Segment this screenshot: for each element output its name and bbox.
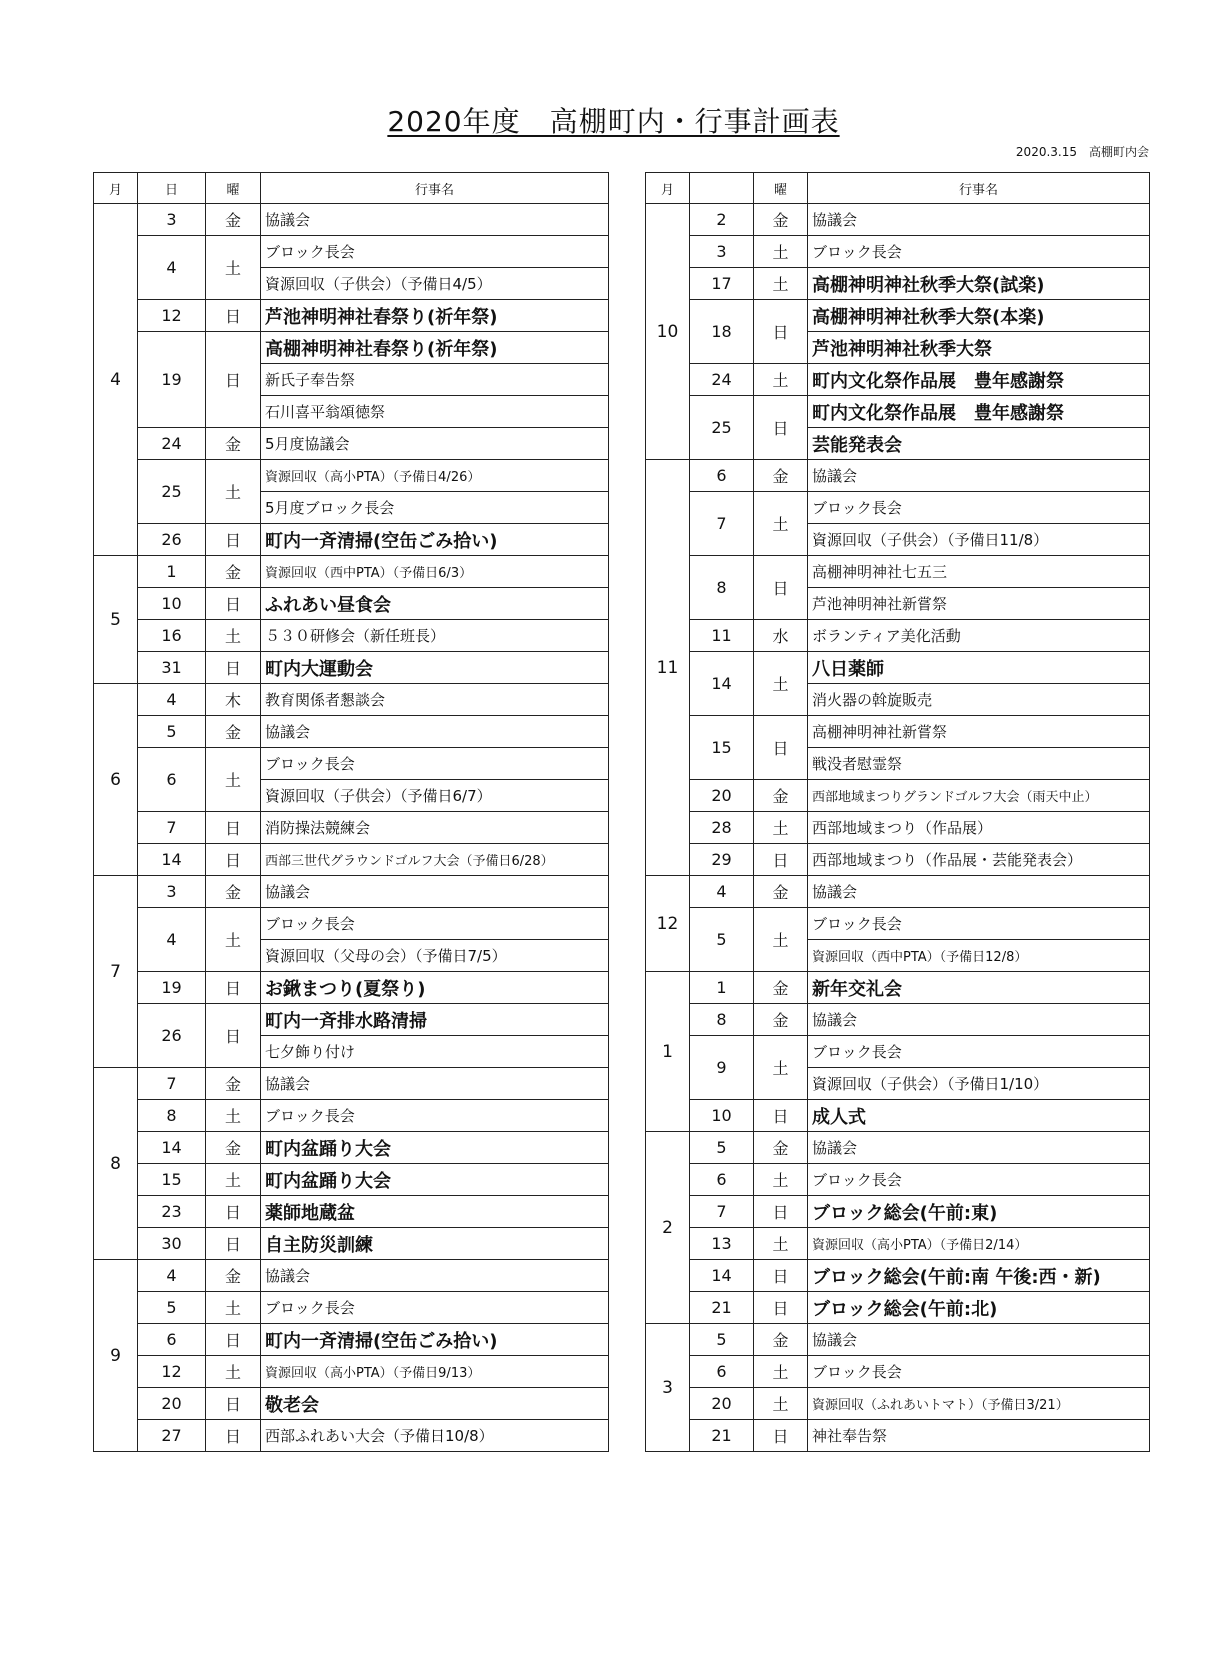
event-name: ふれあい昼食会 (261, 588, 609, 620)
event-row (646, 396, 1150, 428)
month-cell: 5 (94, 556, 138, 684)
event-name: 高棚神明神社春祭り(祈年祭) (261, 332, 609, 364)
weekday-cell: 金 (206, 204, 261, 236)
weekday-cell: 土 (754, 1036, 808, 1100)
event-row (646, 1228, 1150, 1260)
weekday-cell: 土 (754, 652, 808, 716)
event-row (94, 460, 609, 492)
day-cell: 16 (138, 620, 206, 652)
weekday-cell: 日 (206, 1228, 261, 1260)
day-cell: 9 (690, 1036, 754, 1100)
weekday-cell: 土 (206, 1356, 261, 1388)
event-row (94, 684, 609, 716)
day-cell: 7 (138, 812, 206, 844)
day-cell: 3 (690, 236, 754, 268)
day-cell: 5 (690, 1132, 754, 1164)
day-cell: 14 (690, 1260, 754, 1292)
event-name: 芦池神明神社春祭り(祈年祭) (261, 300, 609, 332)
event-name: 5月度ブロック長会 (261, 492, 609, 524)
event-name: ブロック長会 (808, 1164, 1150, 1196)
day-cell: 11 (690, 620, 754, 652)
weekday-cell: 日 (754, 1100, 808, 1132)
event-row (94, 1388, 609, 1420)
event-name: 資源回収（子供会）（予備日6/7） (261, 780, 609, 812)
day-cell: 12 (138, 300, 206, 332)
weekday-cell: 土 (754, 268, 808, 300)
event-row (94, 428, 609, 460)
day-cell: 13 (690, 1228, 754, 1260)
weekday-cell: 土 (206, 748, 261, 812)
weekday-cell: 土 (754, 812, 808, 844)
event-name: 資源回収（高小PTA）（予備日4/26） (261, 460, 609, 492)
weekday-cell: 日 (754, 1196, 808, 1228)
day-cell: 21 (690, 1292, 754, 1324)
day-cell: 1 (690, 972, 754, 1004)
day-cell: 10 (690, 1100, 754, 1132)
event-name: 神社奉告祭 (808, 1420, 1150, 1452)
day-cell: 4 (138, 684, 206, 716)
event-name: 戦没者慰霊祭 (808, 748, 1150, 780)
event-row (94, 1068, 609, 1100)
day-cell: 26 (138, 524, 206, 556)
event-row (94, 1100, 609, 1132)
weekday-cell: 土 (206, 1292, 261, 1324)
weekday-cell: 日 (754, 300, 808, 364)
event-name: 芦池神明神社新嘗祭 (808, 588, 1150, 620)
weekday-cell: 日 (754, 716, 808, 780)
header-weekday: 曜 (754, 173, 808, 204)
event-name: 協議会 (808, 204, 1150, 236)
event-name: 資源回収（子供会）（予備日4/5） (261, 268, 609, 300)
weekday-cell: 金 (754, 204, 808, 236)
weekday-cell: 金 (206, 428, 261, 460)
event-name: 西部三世代グラウンドゴルフ大会（予備日6/28） (261, 844, 609, 876)
weekday-cell: 土 (754, 492, 808, 556)
weekday-cell: 土 (754, 364, 808, 396)
event-name: 町内一斉清掃(空缶ごみ拾い) (261, 524, 609, 556)
weekday-cell: 日 (754, 844, 808, 876)
event-name: 資源回収（父母の会）（予備日7/5） (261, 940, 609, 972)
day-cell: 20 (690, 780, 754, 812)
event-row (94, 1196, 609, 1228)
event-name: 西部地域まつり（作品展） (808, 812, 1150, 844)
event-name: 西部地域まつりグランドゴルフ大会（雨天中止） (808, 780, 1150, 812)
event-row (94, 1228, 609, 1260)
event-name: 町内盆踊り大会 (261, 1164, 609, 1196)
event-name: 成人式 (808, 1100, 1150, 1132)
day-cell: 10 (138, 588, 206, 620)
weekday-cell: 土 (206, 908, 261, 972)
event-row (94, 1164, 609, 1196)
weekday-cell: 土 (206, 1100, 261, 1132)
event-name: ブロック長会 (261, 1100, 609, 1132)
day-cell: 8 (690, 1004, 754, 1036)
day-cell: 20 (138, 1388, 206, 1420)
event-name: 町内一斉排水路清掃 (261, 1004, 609, 1036)
event-row (646, 972, 1150, 1004)
event-name: 自主防災訓練 (261, 1228, 609, 1260)
event-name: 高棚神明神社新嘗祭 (808, 716, 1150, 748)
day-cell: 7 (138, 1068, 206, 1100)
event-row (646, 1004, 1150, 1036)
event-row (94, 1004, 609, 1036)
event-row (94, 556, 609, 588)
event-name: ブロック総会(午前:北) (808, 1292, 1150, 1324)
weekday-cell: 日 (206, 1196, 261, 1228)
weekday-cell: 日 (206, 1324, 261, 1356)
schedule-table-right (645, 172, 1150, 1452)
day-cell: 25 (138, 460, 206, 524)
event-row (646, 620, 1150, 652)
event-row (646, 236, 1150, 268)
month-cell: 7 (94, 876, 138, 1068)
event-row (646, 780, 1150, 812)
event-row (646, 1388, 1150, 1420)
weekday-cell: 木 (206, 684, 261, 716)
day-cell: 15 (138, 1164, 206, 1196)
event-row (94, 524, 609, 556)
month-cell: 3 (646, 1324, 690, 1452)
weekday-cell: 土 (754, 908, 808, 972)
weekday-cell: 日 (754, 1260, 808, 1292)
month-cell: 1 (646, 972, 690, 1132)
event-row (646, 908, 1150, 940)
day-cell: 27 (138, 1420, 206, 1452)
header-month: 月 (646, 173, 690, 204)
day-cell: 14 (690, 652, 754, 716)
header-event: 行事名 (261, 173, 609, 204)
day-cell: 5 (690, 908, 754, 972)
weekday-cell: 日 (206, 652, 261, 684)
event-row (94, 300, 609, 332)
event-name: 協議会 (261, 1260, 609, 1292)
weekday-cell: 土 (206, 1164, 261, 1196)
event-name: ブロック長会 (808, 492, 1150, 524)
header-weekday: 曜 (206, 173, 261, 204)
event-name: ブロック長会 (808, 236, 1150, 268)
day-cell: 29 (690, 844, 754, 876)
event-name: 町内文化祭作品展 豊年感謝祭 (808, 396, 1150, 428)
weekday-cell: 土 (206, 620, 261, 652)
month-cell: 11 (646, 460, 690, 876)
event-row (94, 844, 609, 876)
month-cell: 9 (94, 1260, 138, 1452)
weekday-cell: 金 (754, 876, 808, 908)
day-cell: 14 (138, 844, 206, 876)
event-name: ブロック長会 (261, 748, 609, 780)
event-name: 協議会 (261, 716, 609, 748)
event-row (94, 716, 609, 748)
event-name: 西部ふれあい大会（予備日10/8） (261, 1420, 609, 1452)
event-row (646, 876, 1150, 908)
weekday-cell: 金 (206, 556, 261, 588)
event-name: 町内一斉清掃(空缶ごみ拾い) (261, 1324, 609, 1356)
event-name: 資源回収（子供会）（予備日11/8） (808, 524, 1150, 556)
event-name: 教育関係者懇談会 (261, 684, 609, 716)
header-row (646, 173, 1150, 204)
weekday-cell: 土 (754, 236, 808, 268)
event-row (94, 1420, 609, 1452)
event-row (646, 492, 1150, 524)
event-name: 協議会 (261, 1068, 609, 1100)
day-cell: 5 (138, 716, 206, 748)
day-cell: 28 (690, 812, 754, 844)
day-cell: 6 (690, 1356, 754, 1388)
event-name: 七夕飾り付け (261, 1036, 609, 1068)
event-row (646, 460, 1150, 492)
event-name: 協議会 (808, 1004, 1150, 1036)
event-row (94, 748, 609, 780)
event-row (646, 1356, 1150, 1388)
event-row (94, 1292, 609, 1324)
weekday-cell: 土 (206, 460, 261, 524)
event-name: 資源回収（ふれあいトマト）（予備日3/21） (808, 1388, 1150, 1420)
day-cell: 8 (690, 556, 754, 620)
day-cell: 4 (690, 876, 754, 908)
event-row (94, 876, 609, 908)
event-name: 芸能発表会 (808, 428, 1150, 460)
day-cell: 6 (690, 1164, 754, 1196)
day-cell: 4 (138, 1260, 206, 1292)
event-row (94, 1260, 609, 1292)
weekday-cell: 金 (754, 780, 808, 812)
event-name: 資源回収（西中PTA）（予備日12/8） (808, 940, 1150, 972)
header-row (94, 173, 609, 204)
event-name: 薬師地蔵盆 (261, 1196, 609, 1228)
day-cell: 7 (690, 492, 754, 556)
day-cell: 14 (138, 1132, 206, 1164)
weekday-cell: 土 (754, 1356, 808, 1388)
event-row (646, 844, 1150, 876)
event-row (646, 1100, 1150, 1132)
document-date: 2020.3.15 高棚町内会 (1015, 145, 1149, 159)
event-name: 高棚神明神社七五三 (808, 556, 1150, 588)
event-name: 町内大運動会 (261, 652, 609, 684)
weekday-cell: 日 (754, 396, 808, 460)
event-row (94, 908, 609, 940)
weekday-cell: 日 (206, 332, 261, 428)
event-row (94, 204, 609, 236)
event-name: 西部地域まつり（作品展・芸能発表会） (808, 844, 1150, 876)
event-name: 消火器の斡旋販売 (808, 684, 1150, 716)
event-name: 新年交礼会 (808, 972, 1150, 1004)
event-row (646, 716, 1150, 748)
month-cell: 12 (646, 876, 690, 972)
event-row (94, 1356, 609, 1388)
header-day: 日 (138, 173, 206, 204)
event-row (94, 1324, 609, 1356)
event-name: ブロック長会 (808, 908, 1150, 940)
weekday-cell: 金 (754, 972, 808, 1004)
event-name: 町内文化祭作品展 豊年感謝祭 (808, 364, 1150, 396)
day-cell: 17 (690, 268, 754, 300)
page-title: 2020年度 高棚町内・行事計画表 (387, 105, 840, 138)
day-cell: 7 (690, 1196, 754, 1228)
weekday-cell: 金 (754, 1132, 808, 1164)
event-row (646, 812, 1150, 844)
day-cell: 6 (138, 748, 206, 812)
event-name: ブロック長会 (808, 1036, 1150, 1068)
day-cell: 23 (138, 1196, 206, 1228)
event-row (94, 652, 609, 684)
event-name: 町内盆踊り大会 (261, 1132, 609, 1164)
event-name: 協議会 (261, 204, 609, 236)
day-cell: 12 (138, 1356, 206, 1388)
event-row (646, 300, 1150, 332)
event-row (646, 556, 1150, 588)
event-name: ブロック総会(午前:東) (808, 1196, 1150, 1228)
event-name: ボランティア美化活動 (808, 620, 1150, 652)
day-cell: 5 (690, 1324, 754, 1356)
event-row (646, 652, 1150, 684)
event-row (646, 1036, 1150, 1068)
weekday-cell: 金 (206, 1260, 261, 1292)
event-name: 敬老会 (261, 1388, 609, 1420)
day-cell: 18 (690, 300, 754, 364)
day-cell: 19 (138, 972, 206, 1004)
weekday-cell: 金 (206, 876, 261, 908)
event-name: 5月度協議会 (261, 428, 609, 460)
day-cell: 6 (138, 1324, 206, 1356)
event-name: 協議会 (808, 1324, 1150, 1356)
weekday-cell: 金 (754, 1004, 808, 1036)
day-cell: 2 (690, 204, 754, 236)
day-cell: 3 (138, 204, 206, 236)
event-row (94, 1132, 609, 1164)
day-cell: 20 (690, 1388, 754, 1420)
event-name: 資源回収（西中PTA）（予備日6/3） (261, 556, 609, 588)
event-row (646, 1324, 1150, 1356)
header-event: 行事名 (808, 173, 1150, 204)
weekday-cell: 日 (206, 524, 261, 556)
event-name: ブロック長会 (261, 236, 609, 268)
day-cell: 4 (138, 908, 206, 972)
weekday-cell: 日 (206, 844, 261, 876)
month-cell: 4 (94, 204, 138, 556)
event-name: 八日薬師 (808, 652, 1150, 684)
event-row (94, 972, 609, 1004)
event-name: ブロック長会 (261, 1292, 609, 1324)
day-cell: 8 (138, 1100, 206, 1132)
weekday-cell: 土 (754, 1228, 808, 1260)
month-cell: 2 (646, 1132, 690, 1324)
day-cell: 21 (690, 1420, 754, 1452)
event-row (646, 364, 1150, 396)
event-name: ブロック長会 (261, 908, 609, 940)
day-cell: 4 (138, 236, 206, 300)
weekday-cell: 土 (206, 236, 261, 300)
event-name: 協議会 (808, 460, 1150, 492)
weekday-cell: 金 (754, 460, 808, 492)
header-month: 月 (94, 173, 138, 204)
weekday-cell: 日 (206, 972, 261, 1004)
schedule-table-left (93, 172, 609, 1452)
event-row (646, 1292, 1150, 1324)
event-name: 新氏子奉告祭 (261, 364, 609, 396)
event-row (646, 1164, 1150, 1196)
header-day (690, 173, 754, 204)
event-row (646, 268, 1150, 300)
month-cell: 8 (94, 1068, 138, 1260)
weekday-cell: 日 (206, 1004, 261, 1068)
day-cell: 31 (138, 652, 206, 684)
event-name: 協議会 (261, 876, 609, 908)
weekday-cell: 日 (754, 1292, 808, 1324)
day-cell: 6 (690, 460, 754, 492)
event-name: ブロック長会 (808, 1356, 1150, 1388)
event-name: 協議会 (808, 1132, 1150, 1164)
event-name: お鍬まつり(夏祭り) (261, 972, 609, 1004)
event-name: 消防操法競練会 (261, 812, 609, 844)
day-cell: 24 (690, 364, 754, 396)
day-cell: 5 (138, 1292, 206, 1324)
event-row (94, 236, 609, 268)
event-row (646, 1420, 1150, 1452)
month-cell: 10 (646, 204, 690, 460)
event-row (646, 1132, 1150, 1164)
event-row (94, 812, 609, 844)
event-name: ５３０研修会（新任班長） (261, 620, 609, 652)
day-cell: 24 (138, 428, 206, 460)
weekday-cell: 日 (754, 1420, 808, 1452)
event-row (94, 620, 609, 652)
day-cell: 19 (138, 332, 206, 428)
weekday-cell: 金 (206, 1068, 261, 1100)
weekday-cell: 土 (754, 1164, 808, 1196)
event-name: 資源回収（高小PTA）（予備日2/14） (808, 1228, 1150, 1260)
event-name: 協議会 (808, 876, 1150, 908)
weekday-cell: 日 (206, 1420, 261, 1452)
day-cell: 30 (138, 1228, 206, 1260)
weekday-cell: 金 (206, 1132, 261, 1164)
weekday-cell: 水 (754, 620, 808, 652)
weekday-cell: 土 (754, 1388, 808, 1420)
day-cell: 3 (138, 876, 206, 908)
event-name: 資源回収（子供会）（予備日1/10） (808, 1068, 1150, 1100)
event-name: 高棚神明神社秋季大祭(本楽) (808, 300, 1150, 332)
weekday-cell: 金 (754, 1324, 808, 1356)
day-cell: 26 (138, 1004, 206, 1068)
day-cell: 25 (690, 396, 754, 460)
day-cell: 15 (690, 716, 754, 780)
month-cell: 6 (94, 684, 138, 876)
weekday-cell: 日 (206, 588, 261, 620)
event-row (94, 332, 609, 364)
event-name: 芦池神明神社秋季大祭 (808, 332, 1150, 364)
event-name: 石川喜平翁頌徳祭 (261, 396, 609, 428)
event-row (646, 1260, 1150, 1292)
weekday-cell: 日 (206, 300, 261, 332)
event-row (94, 588, 609, 620)
weekday-cell: 日 (206, 812, 261, 844)
event-name: ブロック総会(午前:南 午後:西・新) (808, 1260, 1150, 1292)
event-name: 資源回収（高小PTA）（予備日9/13） (261, 1356, 609, 1388)
event-row (646, 1196, 1150, 1228)
day-cell: 1 (138, 556, 206, 588)
event-row (646, 204, 1150, 236)
weekday-cell: 日 (754, 556, 808, 620)
event-name: 高棚神明神社秋季大祭(試楽) (808, 268, 1150, 300)
weekday-cell: 日 (206, 1388, 261, 1420)
weekday-cell: 金 (206, 716, 261, 748)
